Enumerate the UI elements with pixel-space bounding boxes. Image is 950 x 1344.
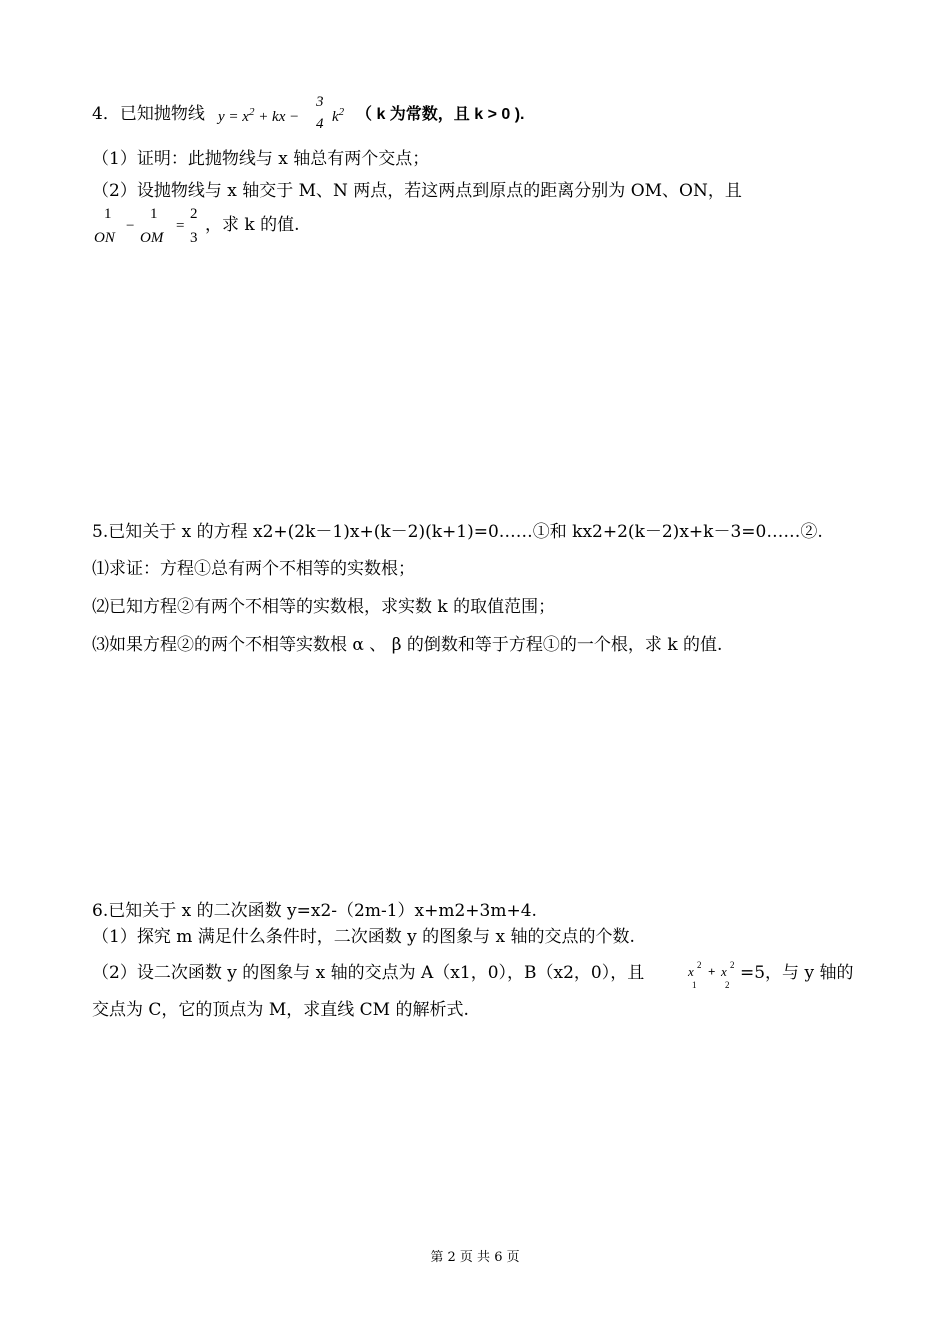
q5-part3: ⑶如果方程②的两个不相等实数根 α 、 β 的倒数和等于方程①的一个根，求 k 的值. [92,635,723,655]
page-footer: 第 2 页 共 6 页 [430,1250,520,1265]
q4-part1: （1）证明：此抛物线与 x 轴总有两个交点； [92,149,430,169]
q4-ask: ，求 k 的值. [205,215,300,235]
q4-condition: （ k 为常数，且 k > 0 ). [356,106,525,123]
q4-fraction-eq: 1 ON − 1 OM = 2 3 [94,206,198,246]
q5-part1: ⑴求证：方程①总有两个不相等的实数根； [92,559,415,579]
q6-part1: （1）探究 m 满足什么条件时，二次函数 y 的图象与 x 轴的交点的个数. [92,927,635,947]
q6-intro: 6.已知关于 x 的二次函数 y=x2-（2m-1）x+m2+3m+4. [92,901,537,921]
q6-part2c: 交点为 C，它的顶点为 M，求直线 CM 的解析式. [92,1000,469,1020]
q5-intro: 5.已知关于 x 的方程 x2+(2k－1)x+(k－2)(k+1)=0……①和 kx2+2(k－2)x+k－3=0……②. [92,522,823,542]
q4-part2: （2）设抛物线与 x 轴交于 M、N 两点，若这两点到原点的距离分别为 OM、ON，且 [92,181,742,201]
q4-number: 4．已知抛物线 [92,104,205,124]
q6-part2a: （2）设二次函数 y 的图象与 x 轴的交点为 A（x1，0），B（x2，0），且 [92,963,645,983]
q5-part2: ⑵已知方程②有两个不相等的实数根，求实数 k 的取值范围； [92,597,556,617]
q4-line1 [92,103,205,125]
q6-part2b: =5，与 y 轴的 [740,963,854,983]
